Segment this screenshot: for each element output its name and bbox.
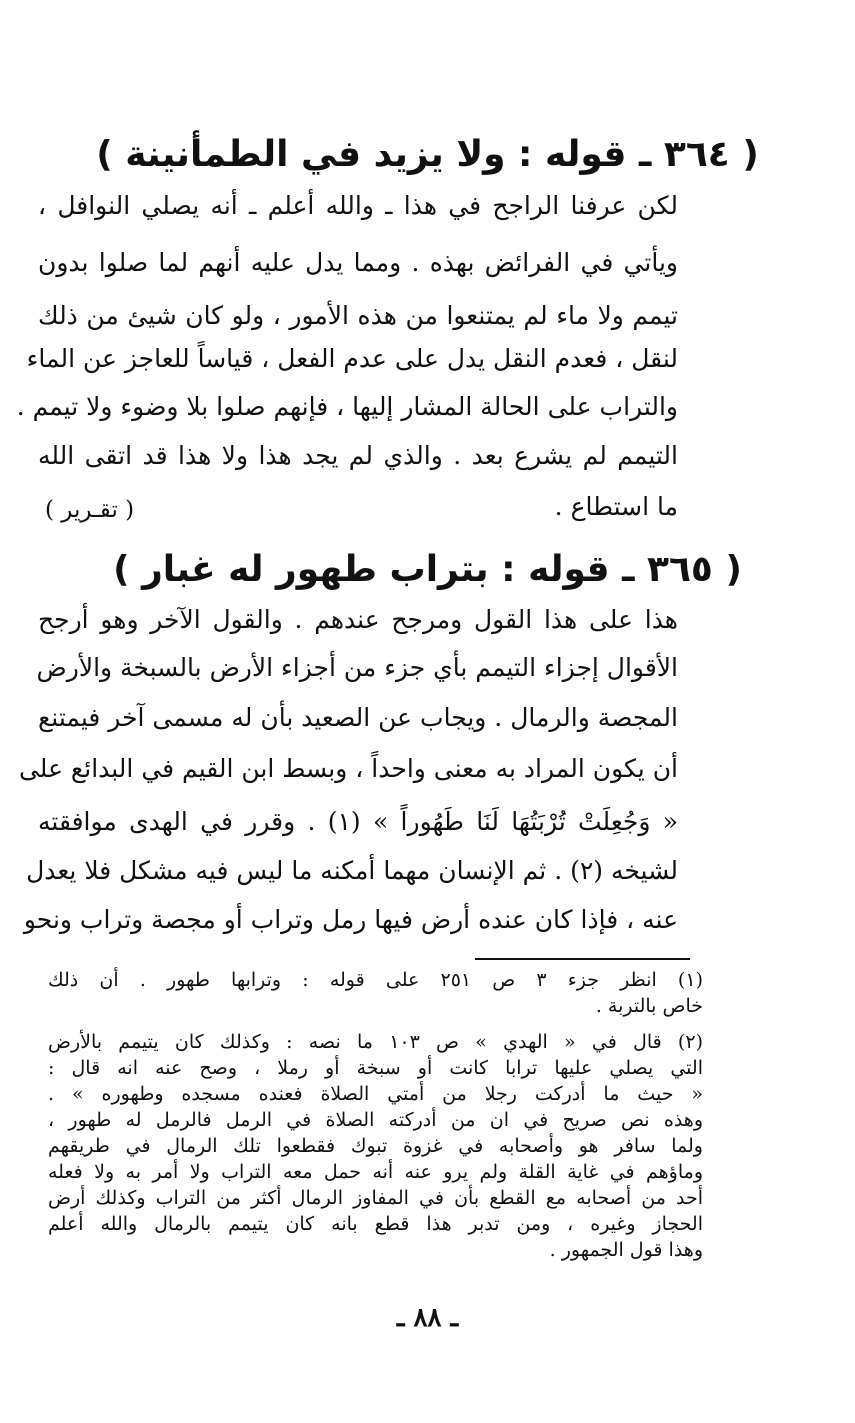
paragraph-line: أن يكون المراد به معنى واحداً ، وبسط ابن القيم في البدائع على (18, 754, 678, 783)
footnote-2-line: وهذا قول الجمهور . (549, 1239, 703, 1261)
page-number: ـ ٨٨ ـ (396, 1303, 459, 1333)
paragraph-line: ما استطاع . (554, 492, 678, 521)
paragraph-line: تيمم ولا ماء لم يمتنعوا من هذه الأمور ، ولو كان شيئ من ذلك (38, 301, 678, 330)
paragraph-line: ويأتي في الفرائض بهذه . ومما يدل عليه أنهم لما صلوا بدون (38, 248, 678, 277)
paragraph-line: التيمم لم يشرع بعد . والذي لم يجد هذا ولا هذا قد اتقى الله (38, 441, 678, 470)
footnote-2-line: أحد من أصحابه مع القطع بأن في المفاوز الرمال أكثر من التراب وكذلك أرض (48, 1187, 703, 1209)
footnote-2-line: (٢) قال في « الهدي » ص ١٠٣ ما نصه : وكذلك كان يتيمم بالأرض (48, 1031, 703, 1053)
paragraph-line: المجصة والرمال . ويجاب عن الصعيد بأن له مسمى آخر فيمتنع (38, 703, 678, 732)
footnote-1-line: خاص بالتربة . (595, 995, 703, 1017)
section-heading-364: ( ٣٦٤ ـ قوله : ولا يزيد في الطمأنينة ) (96, 134, 759, 175)
footnote-2-line: وماؤهم في غاية القلة ولم يرو عنه أنه حمل معه التراب ولا أمر به ولا فعله (48, 1161, 703, 1183)
footnote-2-line: وهذه نص صريح في ان من أدركته الصلاة في الرمل فالرمل له طهور ، (48, 1109, 703, 1131)
paragraph-line: لنقل ، فعدم النقل يدل على عدم الفعل ، قياساً للعاجز عن الماء (26, 344, 678, 373)
paragraph-line: هذا على هذا القول ومرجح عندهم . والقول الآخر وهو أرجح (38, 605, 678, 634)
footnote-divider (475, 958, 690, 960)
footnote-2-line: « حيث ما أدركت رجلا من أمتي الصلاة فعنده مسجده وطهوره » . (48, 1083, 703, 1105)
footnote-1-line: (١) انظر جزء ٣ ص ٢٥١ على قوله : وترابها طهور . أن ذلك (48, 969, 703, 991)
footnote-2-line: التي يصلي عليها ترابا كانت أو سبخة أو رملا ، وصح عنه انه قال : (48, 1057, 703, 1079)
paragraph-line: لكن عرفنا الراجح في هذا ـ والله أعلم ـ أنه يصلي النوافل ، (38, 191, 678, 220)
paragraph-line: عنه ، فإذا كان عنده أرض فيها رمل وتراب أو مجصة وتراب ونحو (23, 905, 678, 934)
attribution-label: ( تقـرير ) (45, 497, 135, 523)
footnote-2-line: ولما سافر هو وأصحابه في غزوة تبوك فقطعوا تلك الرمال في طريقهم (48, 1135, 703, 1157)
section-heading-365: ( ٣٦٥ ـ قوله : بتراب طهور له غبار ) (113, 549, 742, 590)
paragraph-line: الأقوال إجزاء التيمم بأي جزء من أجزاء الأرض بالسبخة والأرض (36, 653, 678, 682)
paragraph-line: « وَجُعِلَتْ تُرْبَتُهَا لَنَا طَهُوراً » (١) . وقرر في الهدى موافقته (38, 807, 679, 836)
paragraph-line: والتراب على الحالة المشار إليها ، فإنهم صلوا بلا وضوء ولا تيمم . (16, 392, 678, 421)
paragraph-line: لشيخه (٢) . ثم الإنسان مهما أمكنه ما ليس فيه مشكل فلا يعدل (26, 856, 678, 885)
footnote-2-line: الحجاز وغيره ، ومن تدبر هذا قطع بانه كان يتيمم بالرمال والله أعلم (48, 1213, 703, 1235)
